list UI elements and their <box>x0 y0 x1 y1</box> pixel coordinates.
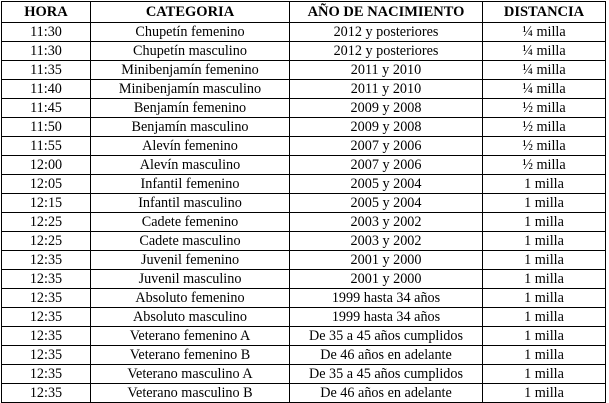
table-row <box>2 99 606 118</box>
hora-cell: 11:55 <box>2 137 91 156</box>
hora-cell: 12:25 <box>2 213 91 232</box>
hora-cell: 12:35 <box>2 346 91 365</box>
ano-cell: De 46 años en adelante <box>290 384 483 403</box>
categoria-cell: Juvenil femenino <box>91 251 290 270</box>
hora-cell: 12:35 <box>2 365 91 384</box>
distancia-cell: 1 milla <box>483 384 606 403</box>
table-row <box>2 327 606 346</box>
table-row <box>2 23 606 42</box>
ano-cell: 2012 y posteriores <box>290 23 483 42</box>
categoria-cell: Juvenil masculino <box>91 270 290 289</box>
distancia-cell: 1 milla <box>483 327 606 346</box>
distancia-cell: 1 milla <box>483 365 606 384</box>
header-distancia: DISTANCIA <box>483 2 606 23</box>
hora-cell: 12:05 <box>2 175 91 194</box>
hora-cell: 12:35 <box>2 384 91 403</box>
categoria-cell: Absoluto femenino <box>91 289 290 308</box>
distancia-cell: ½ milla <box>483 99 606 118</box>
header-categoria: CATEGORIA <box>91 2 290 23</box>
categoria-cell: Absoluto masculino <box>91 308 290 327</box>
table-row <box>2 80 606 99</box>
table-row <box>2 270 606 289</box>
categoria-cell: Veterano masculino B <box>91 384 290 403</box>
categoria-cell: Veterano femenino A <box>91 327 290 346</box>
distancia-cell: 1 milla <box>483 346 606 365</box>
table-row <box>2 156 606 175</box>
ano-cell: 2005 y 2004 <box>290 175 483 194</box>
categoria-cell: Alevín femenino <box>91 137 290 156</box>
hora-cell: 11:40 <box>2 80 91 99</box>
categoria-cell: Infantil femenino <box>91 175 290 194</box>
categoria-cell: Benjamín masculino <box>91 118 290 137</box>
header-hora: HORA <box>2 2 91 23</box>
ano-cell: 2005 y 2004 <box>290 194 483 213</box>
schedule-table <box>1 1 606 403</box>
hora-cell: 11:30 <box>2 23 91 42</box>
distancia-cell: 1 milla <box>483 251 606 270</box>
ano-cell: De 46 años en adelante <box>290 346 483 365</box>
ano-cell: 2011 y 2010 <box>290 61 483 80</box>
distancia-cell: ½ milla <box>483 118 606 137</box>
distancia-cell: 1 milla <box>483 232 606 251</box>
ano-cell: De 35 a 45 años cumplidos <box>290 327 483 346</box>
ano-cell: 2001 y 2000 <box>290 270 483 289</box>
distancia-cell: 1 milla <box>483 213 606 232</box>
header-row <box>2 2 606 23</box>
table-row <box>2 118 606 137</box>
hora-cell: 12:35 <box>2 289 91 308</box>
table-row <box>2 365 606 384</box>
hora-cell: 11:45 <box>2 99 91 118</box>
distancia-cell: ¼ milla <box>483 61 606 80</box>
table-row <box>2 137 606 156</box>
distancia-cell: ½ milla <box>483 156 606 175</box>
distancia-cell: ¼ milla <box>483 23 606 42</box>
ano-cell: De 35 a 45 años cumplidos <box>290 365 483 384</box>
categoria-cell: Minibenjamín masculino <box>91 80 290 99</box>
distancia-cell: 1 milla <box>483 289 606 308</box>
categoria-cell: Veterano masculino A <box>91 365 290 384</box>
hora-cell: 11:50 <box>2 118 91 137</box>
hora-cell: 12:00 <box>2 156 91 175</box>
ano-cell: 2011 y 2010 <box>290 80 483 99</box>
distancia-cell: 1 milla <box>483 308 606 327</box>
ano-cell: 2001 y 2000 <box>290 251 483 270</box>
table-row <box>2 213 606 232</box>
table-row <box>2 289 606 308</box>
categoria-cell: Cadete femenino <box>91 213 290 232</box>
table-row <box>2 384 606 403</box>
categoria-cell: Chupetín femenino <box>91 23 290 42</box>
hora-cell: 11:35 <box>2 61 91 80</box>
table-row <box>2 346 606 365</box>
categoria-cell: Infantil masculino <box>91 194 290 213</box>
distancia-cell: 1 milla <box>483 194 606 213</box>
distancia-cell: ½ milla <box>483 137 606 156</box>
ano-cell: 2007 y 2006 <box>290 156 483 175</box>
table-row <box>2 194 606 213</box>
categoria-cell: Alevín masculino <box>91 156 290 175</box>
ano-cell: 2003 y 2002 <box>290 232 483 251</box>
hora-cell: 12:35 <box>2 270 91 289</box>
table-body <box>2 23 606 403</box>
hora-cell: 12:35 <box>2 251 91 270</box>
ano-cell: 2003 y 2002 <box>290 213 483 232</box>
table-row <box>2 175 606 194</box>
table-row <box>2 251 606 270</box>
ano-cell: 2009 y 2008 <box>290 99 483 118</box>
table-row <box>2 308 606 327</box>
categoria-cell: Chupetín masculino <box>91 42 290 61</box>
table-row <box>2 61 606 80</box>
distancia-cell: ¼ milla <box>483 80 606 99</box>
distancia-cell: 1 milla <box>483 175 606 194</box>
categoria-cell: Benjamín femenino <box>91 99 290 118</box>
categoria-cell: Veterano femenino B <box>91 346 290 365</box>
hora-cell: 12:35 <box>2 327 91 346</box>
ano-cell: 1999 hasta 34 años <box>290 308 483 327</box>
header-ano-nacimiento: AÑO DE NACIMIENTO <box>290 2 483 23</box>
categoria-cell: Minibenjamín femenino <box>91 61 290 80</box>
categoria-cell: Cadete masculino <box>91 232 290 251</box>
table-row <box>2 232 606 251</box>
distancia-cell: ¼ milla <box>483 42 606 61</box>
hora-cell: 12:25 <box>2 232 91 251</box>
hora-cell: 12:35 <box>2 308 91 327</box>
table-row <box>2 42 606 61</box>
hora-cell: 12:15 <box>2 194 91 213</box>
ano-cell: 2009 y 2008 <box>290 118 483 137</box>
distancia-cell: 1 milla <box>483 270 606 289</box>
ano-cell: 1999 hasta 34 años <box>290 289 483 308</box>
hora-cell: 11:30 <box>2 42 91 61</box>
ano-cell: 2007 y 2006 <box>290 137 483 156</box>
ano-cell: 2012 y posteriores <box>290 42 483 61</box>
